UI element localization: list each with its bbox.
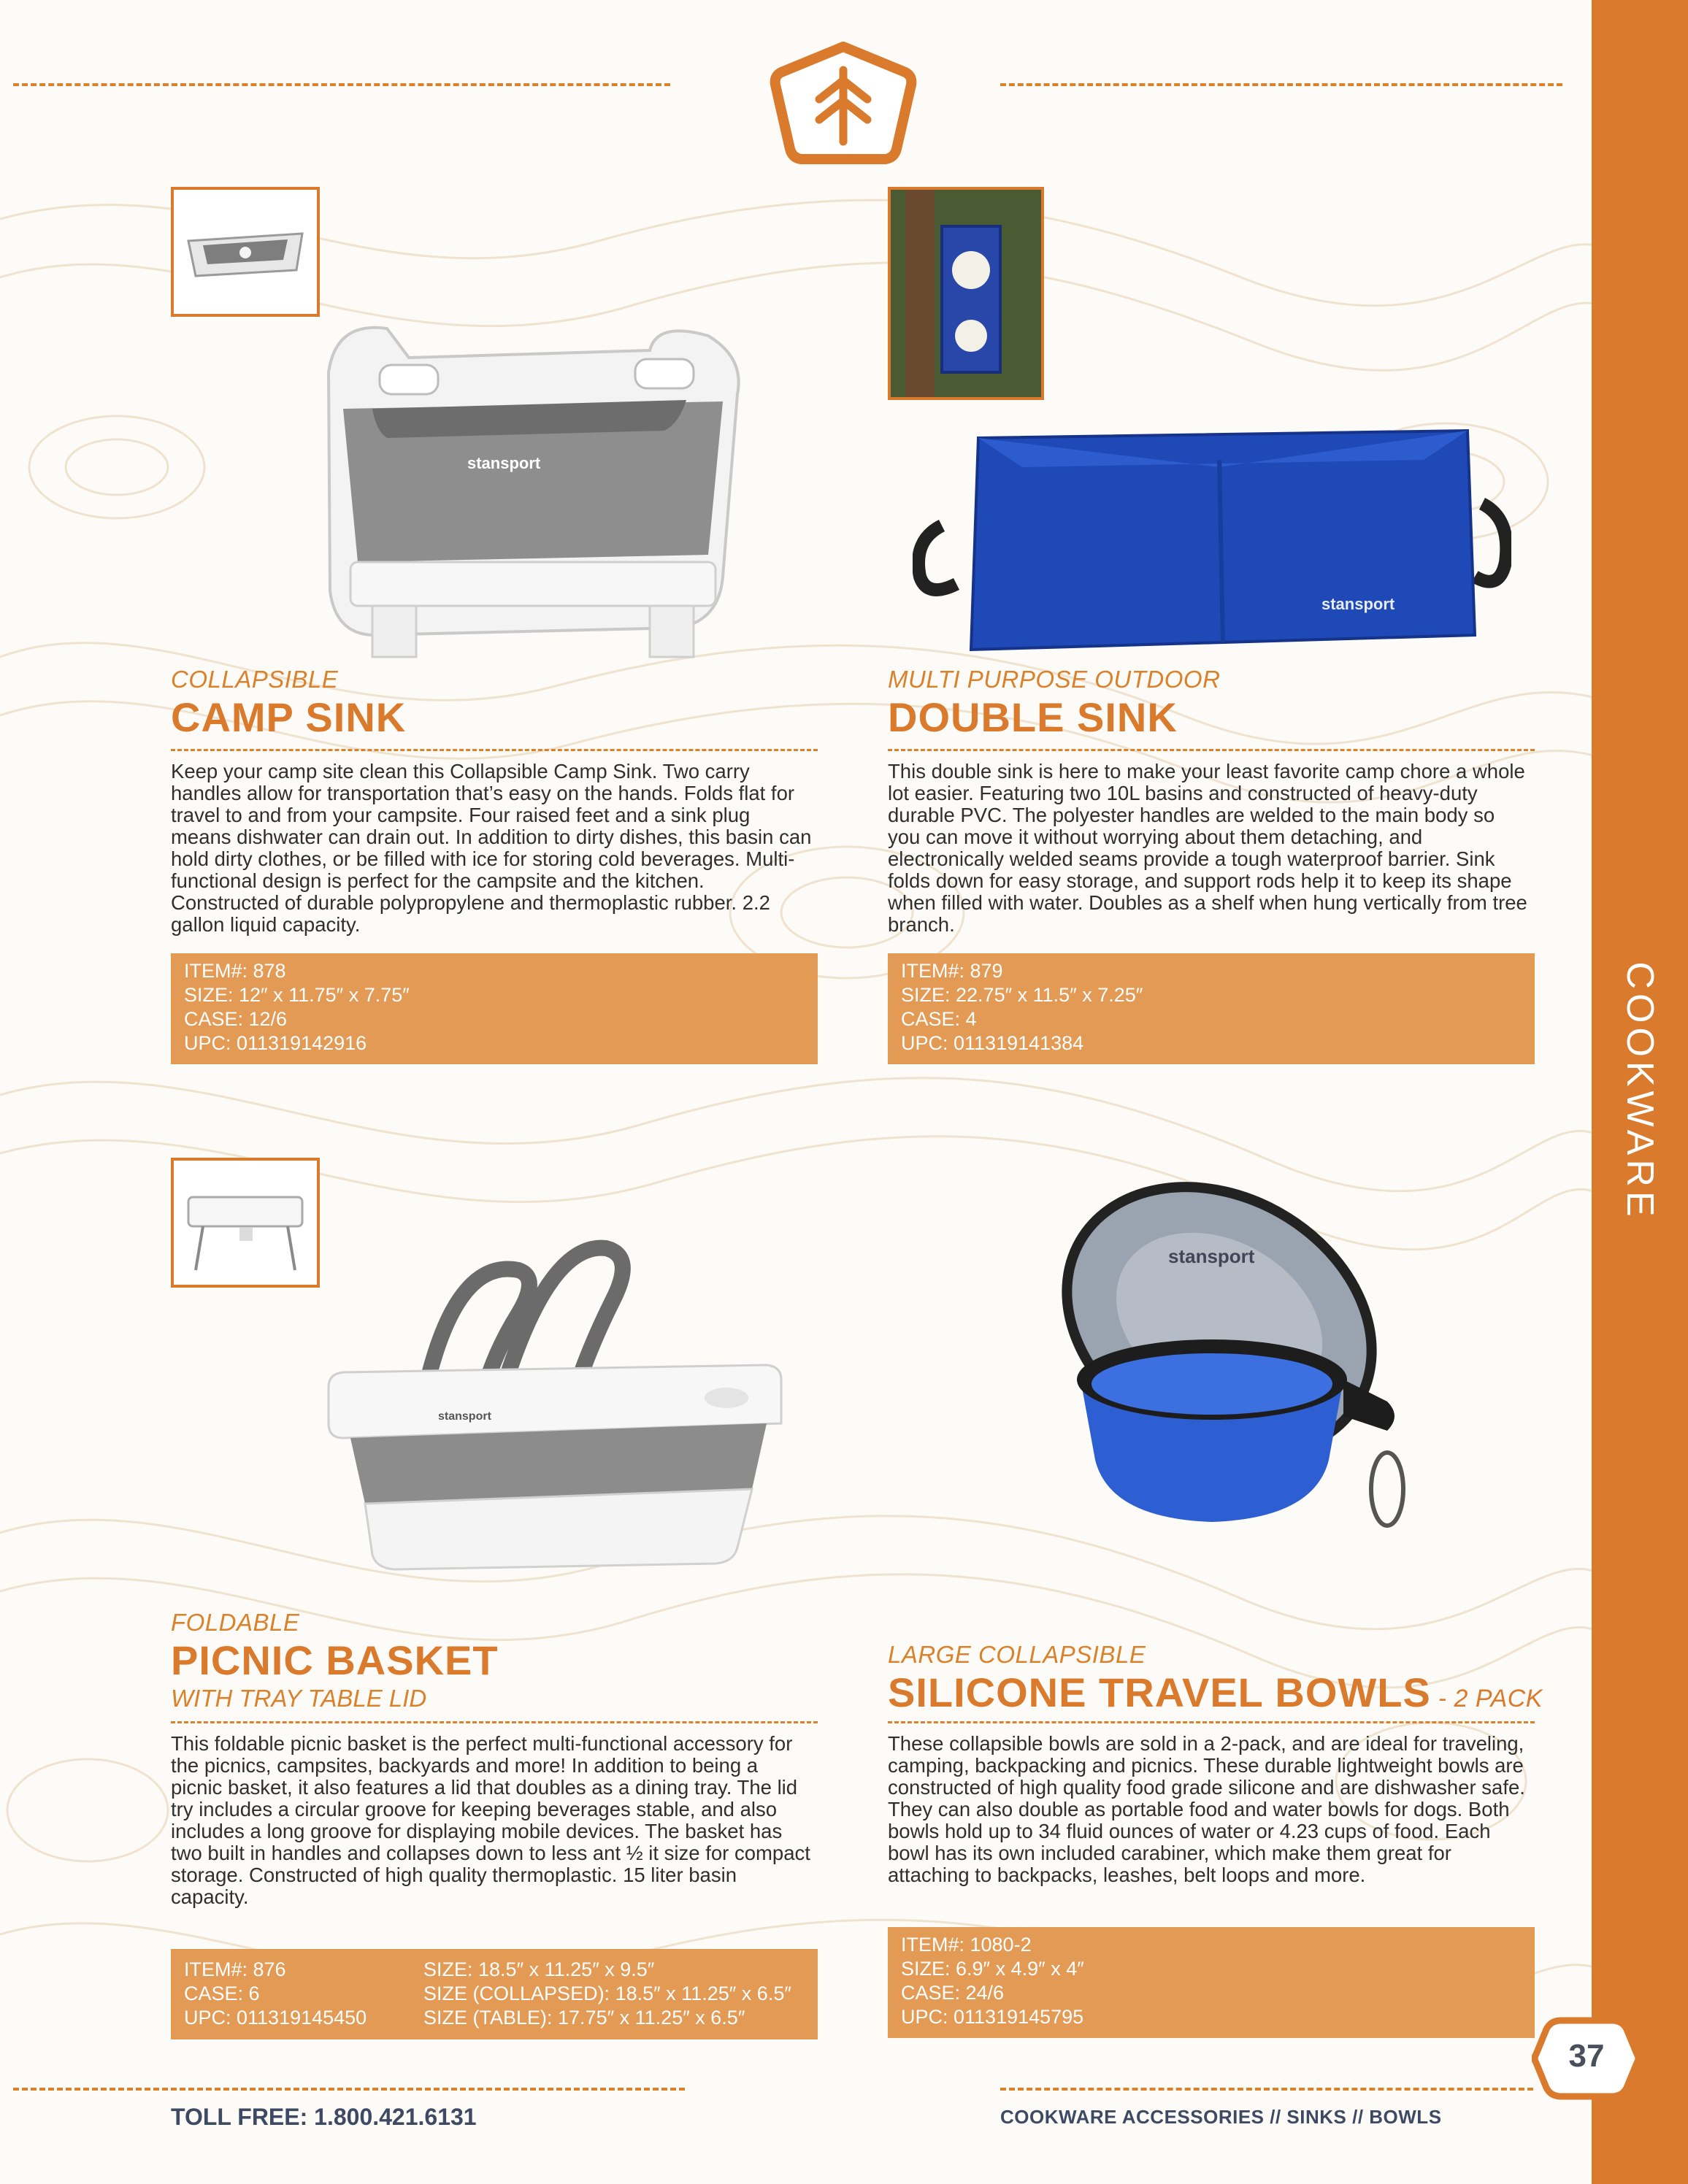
- picnic-basket-brand-mark: stansport: [438, 1410, 491, 1423]
- camp-sink-spec-size: SIZE: 12″ x 11.75″ x 7.75″: [184, 984, 410, 1006]
- picnic-basket-subtitle: FOLDABLE: [171, 1609, 300, 1636]
- header-dashed-line-right: [1000, 83, 1562, 86]
- camp-sink-spec-case: CASE: 12/6: [184, 1008, 288, 1030]
- silicone-bowls-description: These collapsible bowls are sold in a 2-pack, and are ideal for traveling, camping, backpacking and picnics. These durable lightweight bowls are constructed of high quality food grade silicone and are dishwasher safe. They can also double as portable food and water bowls for dogs. Both bowls hold up to 34 fluid ounces of water or 4.23 cups of food. Each bowl has its own included carabiner, which make them great for attaching to backpacks, leashes, belt loops and more.: [888, 1732, 1525, 1886]
- page-number: 37: [1568, 2038, 1605, 2074]
- footer-dashed-line-right: [1000, 2088, 1533, 2091]
- silicone-bowls-title-main: SILICONE TRAVEL BOWLS: [888, 1669, 1431, 1715]
- double-sink-spec-upc: UPC: 011319141384: [901, 1032, 1084, 1054]
- footer-dashed-line-left: [13, 2088, 685, 2091]
- camp-sink-thumbnail[interactable]: [171, 187, 320, 317]
- picnic-basket-specs: [171, 1949, 818, 2039]
- double-sink-thumbnail[interactable]: [888, 187, 1044, 400]
- silicone-bowls-spec-item: ITEM#: 1080-2: [901, 1934, 1032, 1956]
- double-sink-divider: [888, 749, 1535, 751]
- camp-sink-spec-item: ITEM#: 878: [184, 960, 286, 982]
- camp-sink-subtitle: COLLAPSIBLE: [171, 666, 339, 693]
- camp-sink-spec-upc: UPC: 011319142916: [184, 1032, 367, 1054]
- picnic-basket-spec-upc: UPC: 011319145450: [184, 2007, 367, 2029]
- footer-categories: COOKWARE ACCESSORIES // SINKS // BOWLS: [1000, 2106, 1442, 2128]
- silicone-bowls-specs: [888, 1927, 1535, 2038]
- picnic-basket-tagline: WITH TRAY TABLE LID: [171, 1685, 427, 1712]
- picnic-basket-spec-item: ITEM#: 876: [184, 1958, 286, 1980]
- double-sink-specs: [888, 953, 1535, 1064]
- silicone-bowls-subtitle: LARGE COLLAPSIBLE: [888, 1641, 1146, 1668]
- picnic-basket-specs-left: [184, 1958, 418, 2030]
- double-sink-subtitle: MULTI PURPOSE OUTDOOR: [888, 666, 1221, 693]
- camp-sink-title: CAMP SINK: [171, 694, 407, 740]
- double-sink-spec-size: SIZE: 22.75″ x 11.5″ x 7.25″: [901, 984, 1143, 1006]
- silicone-bowls-photo: [978, 1168, 1431, 1577]
- side-tab-label: COOKWARE: [1619, 961, 1661, 1221]
- picnic-basket-spec-size-table: SIZE (TABLE): 17.75″ x 11.25″ x 6.5″: [423, 2007, 745, 2029]
- camp-sink-brand-mark: stansport: [467, 454, 541, 472]
- double-sink-spec-item: ITEM#: 879: [901, 960, 1003, 982]
- silicone-bowls-spec-upc: UPC: 011319145795: [901, 2006, 1084, 2028]
- silicone-bowls-spec-case: CASE: 24/6: [901, 1982, 1005, 2004]
- double-sink-photo: [913, 416, 1511, 693]
- picnic-basket-spec-size: SIZE: 18.5″ x 11.25″ x 9.5″: [423, 1958, 655, 1980]
- silicone-bowls-title-suffix: - 2 PACK: [1430, 1685, 1543, 1712]
- picnic-basket-spec-size-collapsed: SIZE (COLLAPSED): 18.5″ x 11.25″ x 6.5″: [423, 1983, 791, 2004]
- silicone-bowls-divider: [888, 1721, 1535, 1723]
- stansport-tree-badge-icon: [767, 39, 920, 178]
- picnic-basket-description: This foldable picnic basket is the perfect multi-functional accessory for the picnics, campsites, backyards and more! In addition to being a picnic basket, it also features a lid that doubles as a dining tray. The lid try includes a circular groove for keeping beverages stable, and also includes a long groove for displaying mobile devices. The basket has two built in handles and collapses down to less ant ½ it size for compact storage. Constructed of high quality thermoplastic. 15 liter basin capacity.: [171, 1732, 810, 1908]
- camp-sink-photo: [270, 314, 781, 693]
- double-sink-description: This double sink is here to make your least favorite camp chore a whole lot easier. Featuring two 10L basins and constructed of heavy-duty durable PVC. The polyester handles are welded to the main body so you can move it without worrying about them detaching, and electronically welded seams provide a tough waterproof barrier. Sink folds down for easy storage, and support rods help it to keep its shape when filled with water. Doubles as a shelf when hung vertically from tree branch.: [888, 760, 1527, 936]
- picnic-basket-spec-case: CASE: 6: [184, 1983, 260, 2004]
- silicone-bowls-brand-mark: stansport: [1168, 1245, 1255, 1267]
- camp-sink-specs: [171, 953, 818, 1064]
- double-sink-brand-mark: stansport: [1321, 595, 1395, 613]
- camp-sink-description: Keep your camp site clean this Collapsible Camp Sink. Two carry handles allow for transportation that’s easy on the hands. Folds flat for travel to and from your campsite. Four raised feet and a sink plug means dishwater can drain out. In addition to dirty dishes, this basin can hold dirty clothes, or be filled with ice for storing cold beverages. Multi-functional design is perfect for the campsite and the kitchen. Constructed of durable polypropylene and thermoplastic rubber. 2.2 gallon liquid capacity.: [171, 760, 812, 936]
- silicone-bowls-spec-size: SIZE: 6.9″ x 4.9″ x 4″: [901, 1958, 1084, 1980]
- header-dashed-line-left: [13, 83, 670, 86]
- picnic-basket-thumbnail[interactable]: [171, 1158, 320, 1288]
- picnic-basket-divider: [171, 1721, 818, 1723]
- toll-free-number[interactable]: TOLL FREE: 1.800.421.6131: [171, 2104, 477, 2130]
- picnic-basket-title: PICNIC BASKET: [171, 1637, 499, 1683]
- double-sink-spec-case: CASE: 4: [901, 1008, 977, 1030]
- silicone-bowls-title: [888, 1669, 1543, 1716]
- picnic-basket-photo: [299, 1226, 803, 1606]
- double-sink-title: DOUBLE SINK: [888, 694, 1178, 740]
- camp-sink-divider: [171, 749, 818, 751]
- picnic-basket-specs-right: [423, 1958, 818, 2030]
